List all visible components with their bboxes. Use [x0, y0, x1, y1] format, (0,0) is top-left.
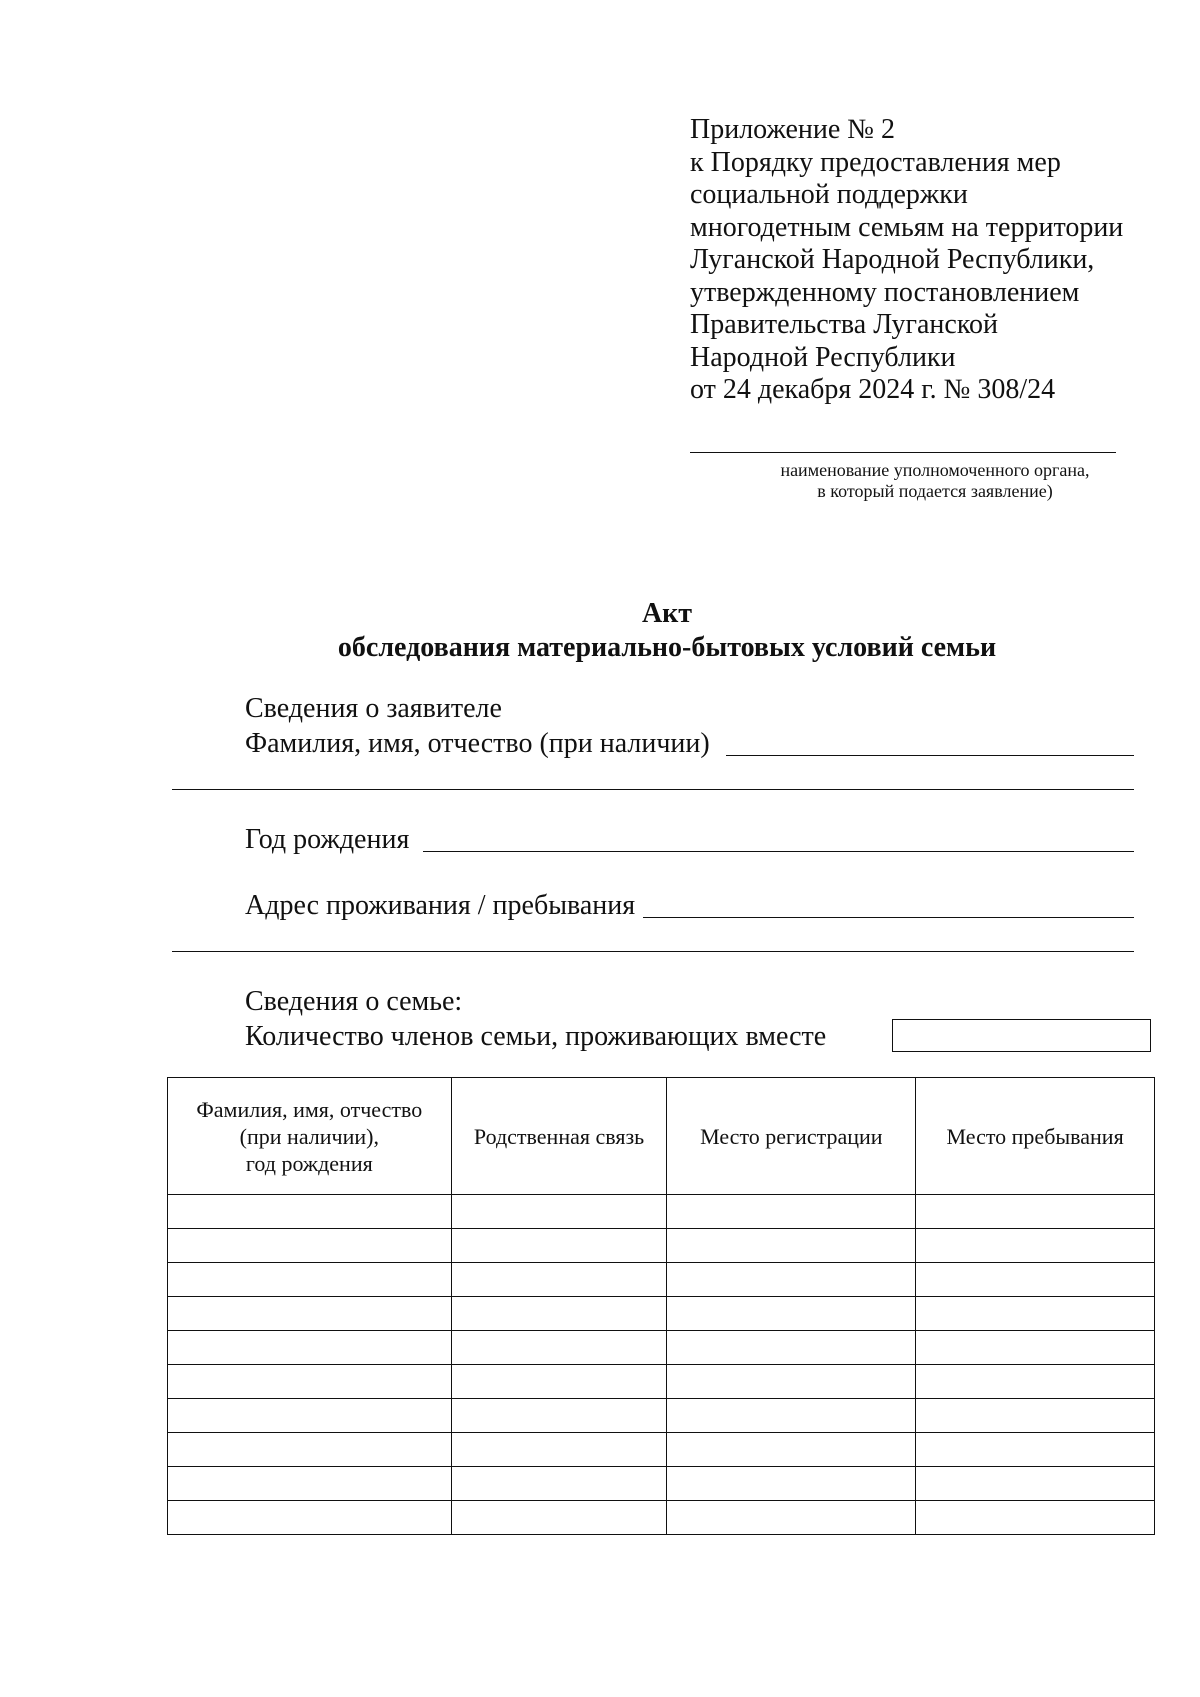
table-cell[interactable] — [667, 1331, 916, 1365]
table-cell[interactable] — [451, 1229, 667, 1263]
table-cell[interactable] — [168, 1331, 452, 1365]
header-text: Фамилия, имя, отчество — [196, 1096, 423, 1122]
authority-caption-line: наименование уполномоченного органа, — [780, 460, 1090, 480]
authority-caption — [690, 460, 1180, 502]
table-row — [168, 1229, 1155, 1263]
table-row — [168, 1195, 1155, 1229]
annex-line: Правительства Луганской — [690, 309, 998, 340]
table-cell[interactable] — [667, 1297, 916, 1331]
header-text: (при наличии), — [239, 1123, 379, 1149]
table-cell[interactable] — [916, 1365, 1155, 1399]
table-cell[interactable] — [667, 1433, 916, 1467]
applicant-name-field-continued[interactable] — [172, 789, 1134, 790]
table-cell[interactable] — [667, 1399, 916, 1433]
table-row — [168, 1297, 1155, 1331]
annex-line: утвержденному постановлением — [690, 276, 1080, 308]
table-cell[interactable] — [916, 1263, 1155, 1297]
annex-line: к Порядку предоставления мер — [690, 146, 1061, 178]
table-cell[interactable] — [667, 1263, 916, 1297]
table-body — [168, 1195, 1155, 1535]
address-field-continued[interactable] — [172, 951, 1134, 952]
table-cell[interactable] — [916, 1229, 1155, 1263]
table-row — [168, 1365, 1155, 1399]
table-cell[interactable] — [916, 1501, 1155, 1535]
members-count-field[interactable] — [892, 1019, 1151, 1052]
table-cell[interactable] — [916, 1297, 1155, 1331]
table-cell[interactable] — [168, 1263, 452, 1297]
table-cell[interactable] — [667, 1229, 916, 1263]
table-cell[interactable] — [451, 1399, 667, 1433]
table-cell[interactable] — [451, 1501, 667, 1535]
table-cell[interactable] — [667, 1501, 916, 1535]
table-cell[interactable] — [451, 1467, 667, 1501]
family-section-label: Сведения о семье: — [245, 986, 463, 1017]
document-subtitle: обследования материально-бытовых условий семьи — [337, 632, 997, 663]
table-cell[interactable] — [168, 1365, 452, 1399]
table-cell[interactable] — [168, 1229, 452, 1263]
applicant-name-field[interactable] — [726, 755, 1134, 756]
table-cell[interactable] — [451, 1297, 667, 1331]
table-row — [168, 1263, 1155, 1297]
birth-year-label: Год рождения — [245, 824, 410, 855]
table-cell[interactable] — [168, 1467, 452, 1501]
table-row — [168, 1501, 1155, 1535]
table-cell[interactable] — [168, 1297, 452, 1331]
annex-line: Луганской Народной Республики, — [690, 244, 1095, 275]
annex-line: Народной Республики — [690, 341, 956, 373]
table-cell[interactable] — [916, 1467, 1155, 1501]
address-label: Адрес проживания / пребывания — [245, 890, 636, 921]
table-cell[interactable] — [451, 1365, 667, 1399]
annex-line: социальной поддержки — [690, 179, 968, 210]
table-cell[interactable] — [667, 1467, 916, 1501]
applicant-section-label: Сведения о заявителе — [245, 693, 502, 724]
authority-caption-line: в который подается заявление) — [817, 481, 1053, 501]
authority-name-field[interactable] — [690, 452, 1116, 453]
table-cell[interactable] — [168, 1399, 452, 1433]
address-field[interactable] — [643, 917, 1134, 918]
table-cell[interactable] — [916, 1331, 1155, 1365]
annex-line: от 24 декабря 2024 г. № 308/24 — [690, 374, 1056, 405]
document-title: Акт — [641, 598, 693, 629]
applicant-name-label: Фамилия, имя, отчество (при наличии) — [245, 728, 710, 759]
header-relationship: Родственная связь — [451, 1078, 667, 1195]
table-cell[interactable] — [916, 1399, 1155, 1433]
table-cell[interactable] — [667, 1195, 916, 1229]
table-cell[interactable] — [168, 1501, 452, 1535]
table-cell[interactable] — [168, 1195, 452, 1229]
table-cell[interactable] — [667, 1365, 916, 1399]
members-count-label: Количество членов семьи, проживающих вместе — [245, 1021, 827, 1052]
table-row — [168, 1467, 1155, 1501]
table-row — [168, 1399, 1155, 1433]
annex-block — [690, 114, 1170, 407]
table-cell[interactable] — [916, 1195, 1155, 1229]
table-cell[interactable] — [451, 1263, 667, 1297]
header-text: год рождения — [245, 1150, 373, 1176]
annex-line: Приложение № 2 — [690, 114, 895, 145]
table-cell[interactable] — [168, 1433, 452, 1467]
table-cell[interactable] — [451, 1331, 667, 1365]
table-cell[interactable] — [916, 1433, 1155, 1467]
table-row — [168, 1433, 1155, 1467]
table-row — [168, 1331, 1155, 1365]
header-residence-place: Место пребывания — [916, 1078, 1155, 1195]
header-full-name — [168, 1078, 452, 1195]
family-members-table — [167, 1077, 1155, 1535]
birth-year-field[interactable] — [423, 851, 1134, 852]
table-cell[interactable] — [451, 1195, 667, 1229]
table-cell[interactable] — [451, 1433, 667, 1467]
annex-line: многодетным семьям на территории — [690, 211, 1124, 243]
header-registration-place: Место регистрации — [667, 1078, 916, 1195]
table-header-row — [168, 1078, 1155, 1195]
